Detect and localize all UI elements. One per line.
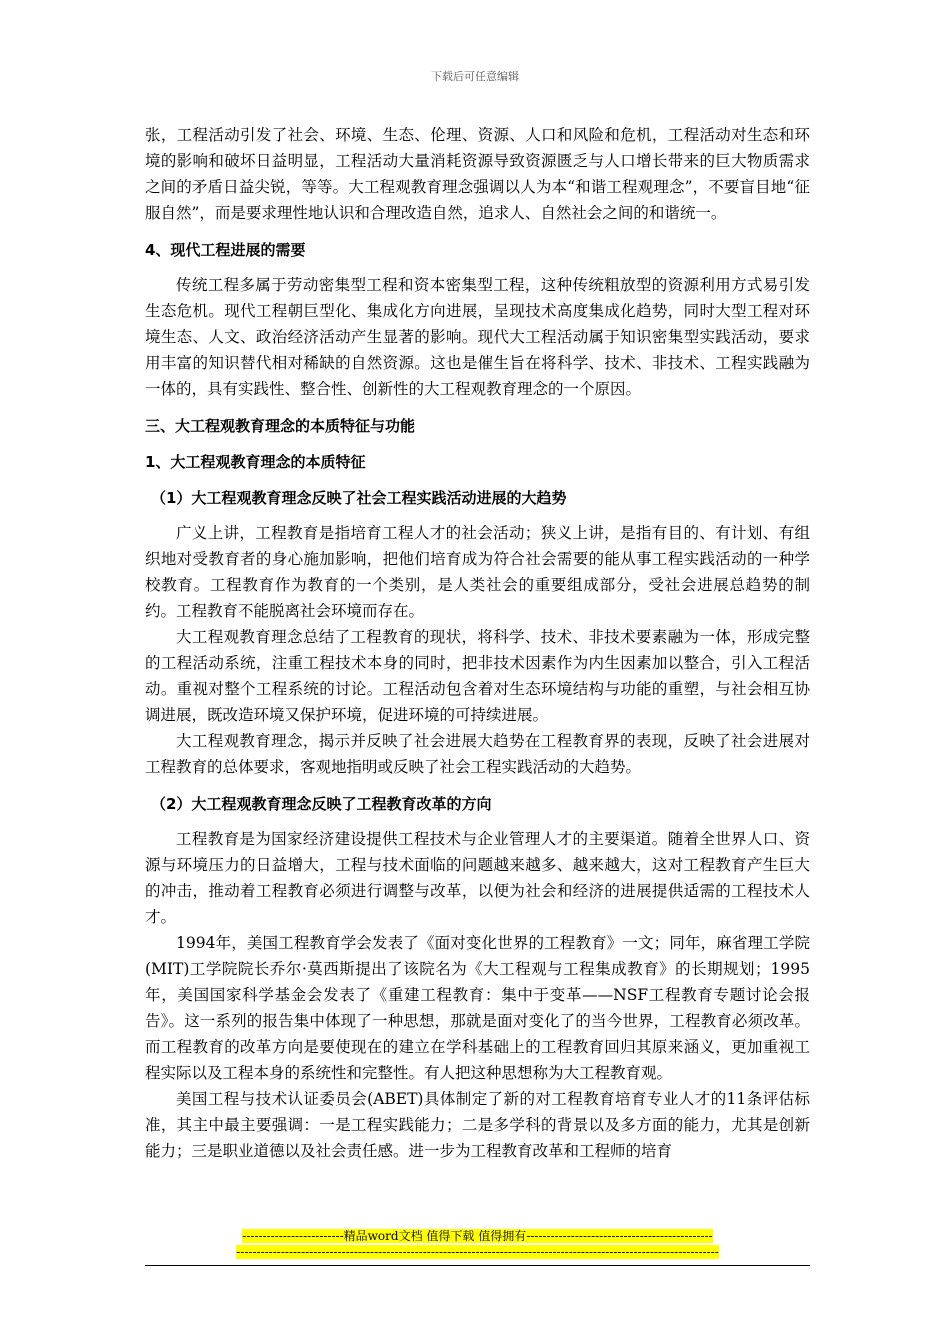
page-header: 下载后可任意编辑 xyxy=(431,70,519,83)
paragraph: 张，工程活动引发了社会、环境、生态、伦理、资源、人口和风险和危机，工程活动对生态和环境的影响和破坏日益明显，工程活动大量消耗资源导致资源匮乏与人口增长带来的巨大物质需求之间的矛盾日益尖锐，等等。大工程观教育理念强调以人为本“和谐工程观理念”，不要盲目地“征服自然”，而是要求理性地认识和合理改造自然，追求人、自然社会之间的和谐统一。 xyxy=(145,126,810,222)
paragraph: 大工程观教育理念总结了工程教育的现状，将科学、技术、非技术要素融为一体，形成完整的工程活动系统，注重工程技术本身的同时，把非技术因素作为内生因素加以整合，引入工程活动。重视对整个工程系统的讨论。工程活动包含着对生态环境结构与功能的重塑，与社会相互协调进展，既改造环境又保护环境，促进环境的可持续进展。 xyxy=(145,628,810,724)
paragraph: 广义上讲，工程教育是指培育工程人才的社会活动；狭义上讲，是指有目的、有计划、有组织地对受教育者的身心施加影响，把他们培育成为符合社会需要的能从事工程实践活动的一种学校教育。工程教育作为教育的一个类别，是人类社会的重要组成部分，受社会进展总趋势的制约。工程教育不能脱离社会环境而存在。 xyxy=(145,524,810,620)
section-heading: 三、大工程观教育理念的本质特征与功能 xyxy=(145,417,416,435)
paragraph: 1994年，美国工程教育学会发表了《面对变化世界的工程教育》一文；同年，麻省理工学院(MIT)工学院院长乔尔·莫西斯提出了该院名为《大工程观与工程集成教育》的长期规划；1995年，美国国家科学基金会发表了《重建工程教育：集中于变革——NSF工程教育专题讨论会报告》。这一系列的报告集中体现了一种思想，那就是面对变化了的当今世界，工程教育必须改革。而工程教育的改革方向是要使现在的建立在学科基础上的工程教育回归其原来涵义，更加重视工程实际以及工程本身的系统性和完整性。有人把这种思想称为大工程教育观。 xyxy=(145,934,810,1082)
page-footer xyxy=(145,1228,810,1260)
document-body xyxy=(145,122,810,1164)
paragraph: 大工程观教育理念，揭示并反映了社会进展大趋势在工程教育界的表现，反映了社会进展对工程教育的总体要求，客观地指明或反映了社会工程实践活动的大趋势。 xyxy=(145,732,810,776)
subsection-heading: （2）大工程观教育理念反映了工程教育改革的方向 xyxy=(151,795,492,813)
footer-line-2: ----------------------------------------------------------------------------------------------------------------------- xyxy=(236,1245,719,1259)
paragraph: 传统工程多属于劳动密集型工程和资本密集型工程，这种传统粗放型的资源利用方式易引发生态危机。现代工程朝巨型化、集成化方向进展，呈现技术高度集成化趋势，同时大型工程对环境生态、人文、政治经济活动产生显著的影响。现代大工程活动属于知识密集型实践活动，要求用丰富的知识替代相对稀缺的自然资源。这也是催生旨在将科学、技术、非技术、工程实践融为一体的，具有实践性、整合性、创新性的大工程观教育理念的一个原因。 xyxy=(145,276,810,398)
subsection-heading: （1）大工程观教育理念反映了社会工程实践活动进展的大趋势 xyxy=(151,489,567,507)
section-heading: 4、现代工程进展的需要 xyxy=(145,241,306,259)
paragraph: 美国工程与技术认证委员会(ABET)具体制定了新的对工程教育培育专业人才的11条评估标准，其主中最主要强调：一是工程实践能力；二是多学科的背景以及多方面的能力，尤其是创新能力；三是职业道德以及社会责任感。进一步为工程教育改革和工程师的培育 xyxy=(145,1090,810,1160)
paragraph: 工程教育是为国家经济建设提供工程技术与企业管理人才的主要渠道。随着全世界人口、资源与环境压力的日益增大，工程与技术面临的问题越来越多、越来越大，这对工程教育产生巨大的冲击，推动着工程教育必须进行调整与改革，以便为社会和经济的进展提供适需的工程技术人才。 xyxy=(145,830,810,926)
footer-divider xyxy=(145,1265,810,1266)
section-heading: 1、大工程观教育理念的本质特征 xyxy=(145,453,366,471)
footer-line-1: -------------------------精品word文档 值得下载 值得拥有---------------------------------------------- xyxy=(242,1229,713,1243)
